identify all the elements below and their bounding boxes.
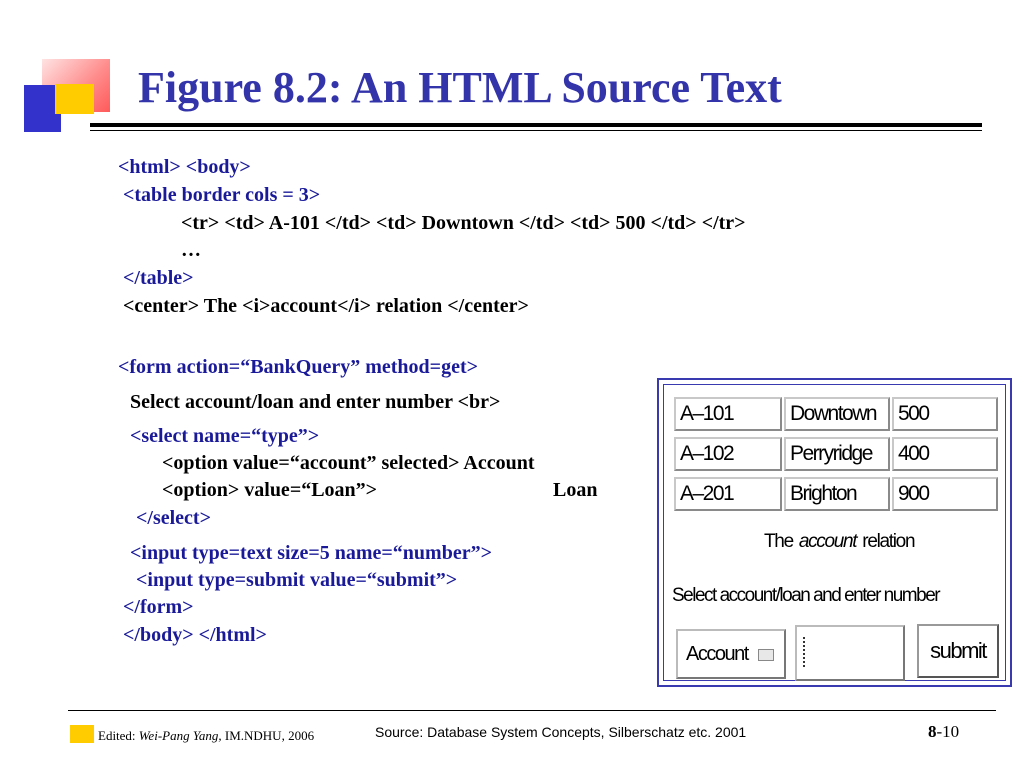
page-number <box>928 722 959 742</box>
table-cell: Brighton <box>784 477 890 511</box>
table-cell: 900 <box>892 477 998 511</box>
code-line: </form> <box>123 596 194 618</box>
footer-editor: Wei-Pang Yang, <box>138 728 222 743</box>
code-line: </table> <box>123 267 194 289</box>
table-cell: 400 <box>892 437 998 471</box>
code-line: <option> value=“Loan”> <box>162 479 378 501</box>
footer-divider <box>68 710 996 711</box>
number-input[interactable] <box>795 625 905 681</box>
code-line: <input type=text size=5 name=“number”> <box>130 542 492 564</box>
footer-edited-label: Edited: <box>98 728 136 743</box>
type-select-value: Account <box>686 643 748 665</box>
table-cell: Downtown <box>784 397 890 431</box>
table-cell: A–101 <box>674 397 782 431</box>
footer-yellow-badge <box>70 725 94 743</box>
code-line: <form action=“BankQuery” method=get> <box>118 356 478 378</box>
code-line: … <box>181 239 201 261</box>
code-line: <table border cols = 3> <box>123 184 321 206</box>
relation-caption <box>764 531 914 553</box>
decor-yellow-square <box>55 84 94 114</box>
caption-italic: account <box>798 531 857 552</box>
table-cell: 500 <box>892 397 998 431</box>
table-cell: Perryridge <box>784 437 890 471</box>
code-line: <tr> <td> A-101 </td> <td> Downtown </td> <td> 500 </td> </tr> <box>181 212 746 234</box>
code-line: Select account/loan and enter number <br> <box>130 391 501 413</box>
chapter-number: 8 <box>928 722 937 741</box>
table-cell: A–102 <box>674 437 782 471</box>
rendered-form-panel <box>657 378 1012 687</box>
code-line: <center> The <i>account</i> relation </center> <box>123 295 529 317</box>
rendered-form-frame <box>663 384 1006 681</box>
code-line: <input type=submit value=“submit”> <box>136 569 458 591</box>
code-line: Loan <box>553 479 598 501</box>
caption-suffix: relation <box>862 531 915 552</box>
type-select[interactable] <box>676 629 786 679</box>
footer-source: Source: Database System Concepts, Silberschatz etc. 2001 <box>375 724 747 740</box>
title-divider <box>90 123 982 127</box>
dropdown-icon[interactable] <box>758 649 774 661</box>
code-line: </select> <box>136 507 211 529</box>
table-cell: A–201 <box>674 477 782 511</box>
footer-affiliation: IM.NDHU, 2006 <box>221 728 315 743</box>
caption-prefix: The <box>764 531 793 552</box>
title-divider-thin <box>90 130 982 131</box>
code-line: <select name=“type”> <box>130 425 320 447</box>
slide-title: Figure 8.2: An HTML Source Text <box>138 63 782 112</box>
code-line: <html> <body> <box>118 156 251 178</box>
select-prompt: Select account/loan and enter number <box>672 585 940 606</box>
submit-button[interactable]: submit <box>917 624 999 678</box>
text-cursor-icon <box>803 637 807 667</box>
code-line: </body> </html> <box>123 624 267 646</box>
slide-number: -10 <box>936 722 960 741</box>
footer-edited <box>98 728 314 744</box>
code-line: <option value=“account” selected> Account <box>162 452 535 474</box>
